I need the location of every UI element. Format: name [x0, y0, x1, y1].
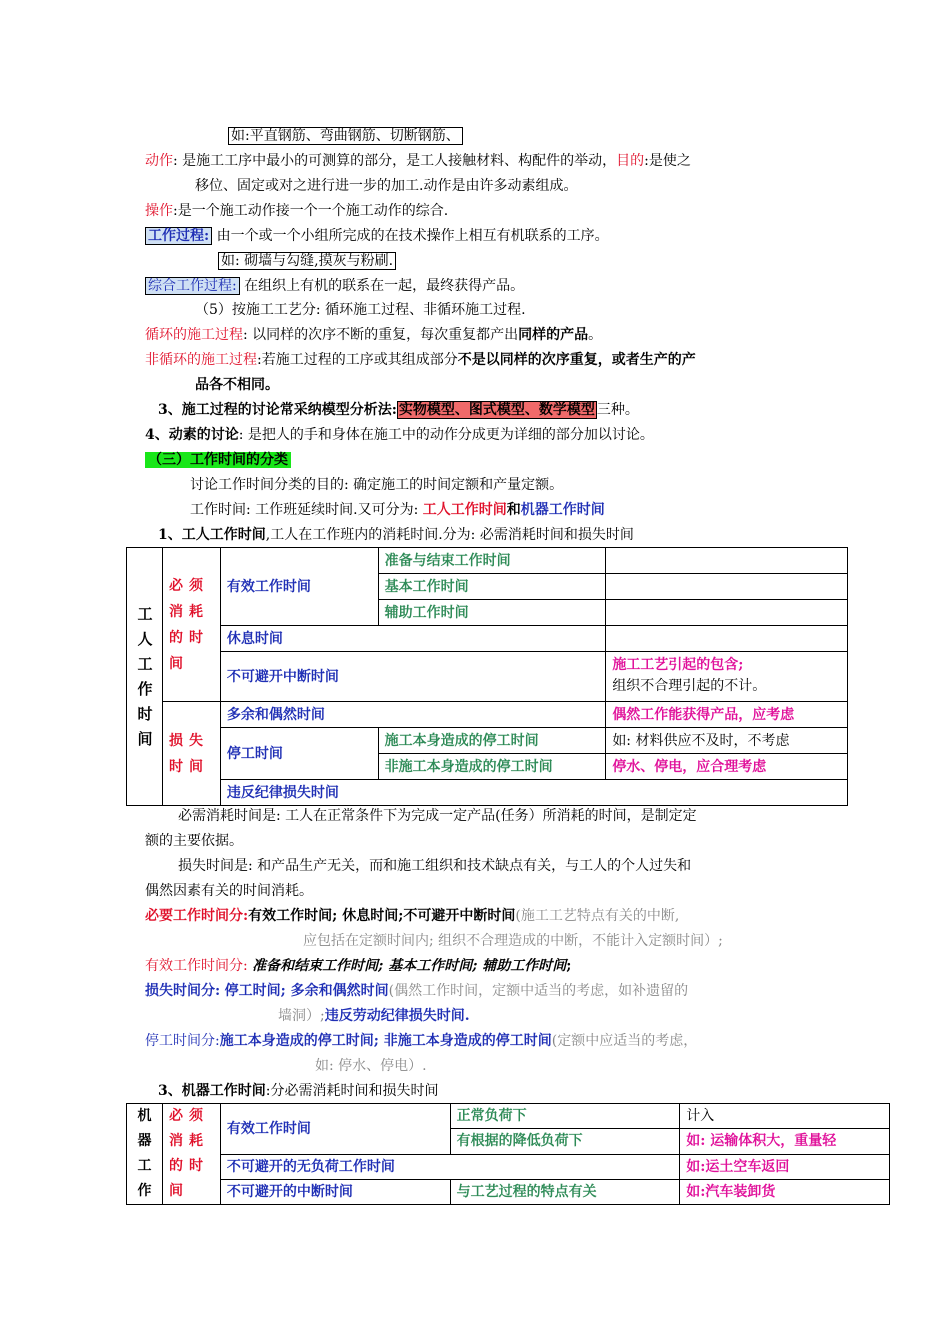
work-process-definition: 工作过程: 由一个或一个小组所完成的在技术操作上相互有机联系的工序。: [145, 226, 609, 246]
effective-time-cell: 有效工作时间: [220, 548, 378, 626]
process-classification: （5）按施工工艺分: 循环施工过程、非循环施工过程.: [195, 302, 526, 318]
example-line-2: 如: 砌墙与勾缝,摸灰与粉刷.: [218, 251, 396, 271]
stop-time-cell: 停工时间: [220, 728, 378, 780]
basic-note-cell: [606, 574, 848, 600]
unavoidable-break-cell: 不可避开中断时间: [220, 652, 605, 702]
machine-interrupt-note-cell: 如:汽车装卸货: [680, 1179, 890, 1204]
worker-time-table: [126, 547, 848, 806]
machine-time-header: 机器工作: [127, 1104, 163, 1205]
section-heading: （三）工作时间的分类: [145, 450, 291, 470]
aux-time-cell: 辅助工作时间: [378, 600, 606, 626]
extra-note-cell: 偶然工作能获得产品，应考虑: [606, 702, 848, 728]
stop-self-cell: 施工本身造成的停工时间: [378, 728, 606, 754]
machine-time-table: [126, 1103, 890, 1205]
work-time-definition: 工作时间: 工作班延续时间.又可分为: 工人工作时间和机器工作时间: [190, 502, 605, 518]
machine-interrupt-reason-cell: 与工艺过程的特点有关: [450, 1179, 680, 1204]
motion-element-discussion: 4、动素的讨论: 是把人的手和身体在施工中的动作分成更为详细的部分加以讨论。: [145, 427, 654, 443]
stop-self-note-cell: 如: 材料供应不及时，不考虑: [606, 728, 848, 754]
reduced-load-cell: 有根据的降低负荷下: [450, 1129, 680, 1154]
necessary-time-para-cont: 额的主要依据。: [145, 833, 243, 849]
rest-time-cell: 休息时间: [220, 626, 605, 652]
loss-time-split-cont: 墙洞）;违反劳动纪律损失时间.: [278, 1008, 470, 1024]
classification-purpose: 讨论工作时间分类的目的: 确定施工的时间定额和产量定额。: [190, 477, 564, 493]
stop-time-split-cont: 如: 停水、停电）.: [315, 1058, 427, 1074]
machine-interrupt-cell: 不可避开的中断时间: [220, 1179, 450, 1204]
example-line-1: 如:平直钢筋、弯曲钢筋、切断钢筋、: [228, 126, 463, 146]
worker-time-intro: 1、工人工作时间,工人在工作班内的消耗时间.分为: 必需消耗时间和损失时间: [158, 527, 634, 543]
prep-note-cell: [606, 548, 848, 574]
loss-time-cell: 损失时间: [162, 702, 220, 806]
necessary-work-time-split: 必要工作时间分:有效工作时间; 休息时间;不可避开中断时间(施工工艺特点有关的中断,: [145, 908, 680, 924]
model-analysis: 3、施工过程的讨论常采纳模型分析法: 实物模型、图式模型、数学模型 三种。: [158, 402, 639, 418]
noncyclic-process: 非循环的施工过程:若施工过程的工序或其组成部分不是以同样的次序重复，或者生产的产: [145, 352, 696, 368]
stop-external-cell: 非施工本身造成的停工时间: [378, 754, 606, 780]
necessary-time-cell: 必须消耗的时间: [162, 548, 220, 702]
effective-time-split: 有效工作时间分: 准备和结束工作时间; 基本工作时间; 辅助工作时间;: [145, 958, 572, 974]
aux-note-cell: [606, 600, 848, 626]
composite-process-definition: 综合工作过程: 在组织上有机的联系在一起，最终获得产品。: [145, 276, 524, 296]
action-definition: 动作: 是施工工序中最小的可测算的部分，是工人接触材料、构配件的举动，目的:是使之: [145, 153, 691, 169]
necessary-time-para: 必需消耗时间是: 工人在正常条件下为完成一定产品(任务）所消耗的时间，是制定定: [178, 808, 697, 824]
loss-time-para-cont: 偶然因素有关的时间消耗。: [145, 883, 313, 899]
machine-effective-cell: 有效工作时间: [220, 1104, 450, 1155]
worker-time-header: 工人工作时间: [127, 548, 163, 806]
operation-definition: 操作:是一个施工动作接一个一个施工动作的综合.: [145, 203, 449, 219]
extra-time-cell: 多余和偶然时间: [220, 702, 605, 728]
machine-necessary-cell: 必须消耗的时间: [162, 1104, 220, 1205]
stop-time-split: 停工时间分:施工本身造成的停工时间; 非施工本身造成的停工时间(定额中应适当的考虑，: [145, 1033, 698, 1049]
prep-time-cell: 准备与结束工作时间: [378, 548, 606, 574]
basic-time-cell: 基本工作时间: [378, 574, 606, 600]
loss-time-para: 损失时间是: 和产品生产无关，而和施工组织和技术缺点有关，与工人的个人过失和: [178, 858, 692, 874]
noload-time-cell: 不可避开的无负荷工作时间: [220, 1154, 679, 1179]
cyclic-process: 循环的施工过程: 以同样的次序不断的重复，每次重复都产出同样的产品。: [145, 327, 603, 343]
loss-time-split: 损失时间分: 停工时间; 多余和偶然时间(偶然工作时间，定额中适当的考虑，如补遗留的: [145, 983, 689, 999]
machine-time-intro: 3、机器工作时间:分必需消耗时间和损失时间: [158, 1083, 439, 1099]
stop-external-note-cell: 停水、停电，应合理考虑: [606, 754, 848, 780]
action-definition-cont: 移位、固定或对之进行进一步的加工.动作是由许多动素组成。: [195, 178, 578, 194]
discipline-loss-cell: 违反纪律损失时间: [220, 780, 847, 806]
noncyclic-process-cont: 品各不相同。: [195, 377, 279, 393]
unavoidable-note-cell: 施工工艺引起的包含; 组织不合理引起的不计。: [606, 652, 848, 702]
normal-load-note-cell: 计入: [680, 1104, 890, 1129]
reduced-load-note-cell: 如: 运输体积大，重量轻: [680, 1129, 890, 1154]
rest-note-cell: [606, 626, 848, 652]
normal-load-cell: 正常负荷下: [450, 1104, 680, 1129]
necessary-work-time-split-cont: 应包括在定额时间内; 组织不合理造成的中断，不能计入定额时间）;: [303, 933, 723, 949]
noload-note-cell: 如:运土空车返回: [680, 1154, 890, 1179]
